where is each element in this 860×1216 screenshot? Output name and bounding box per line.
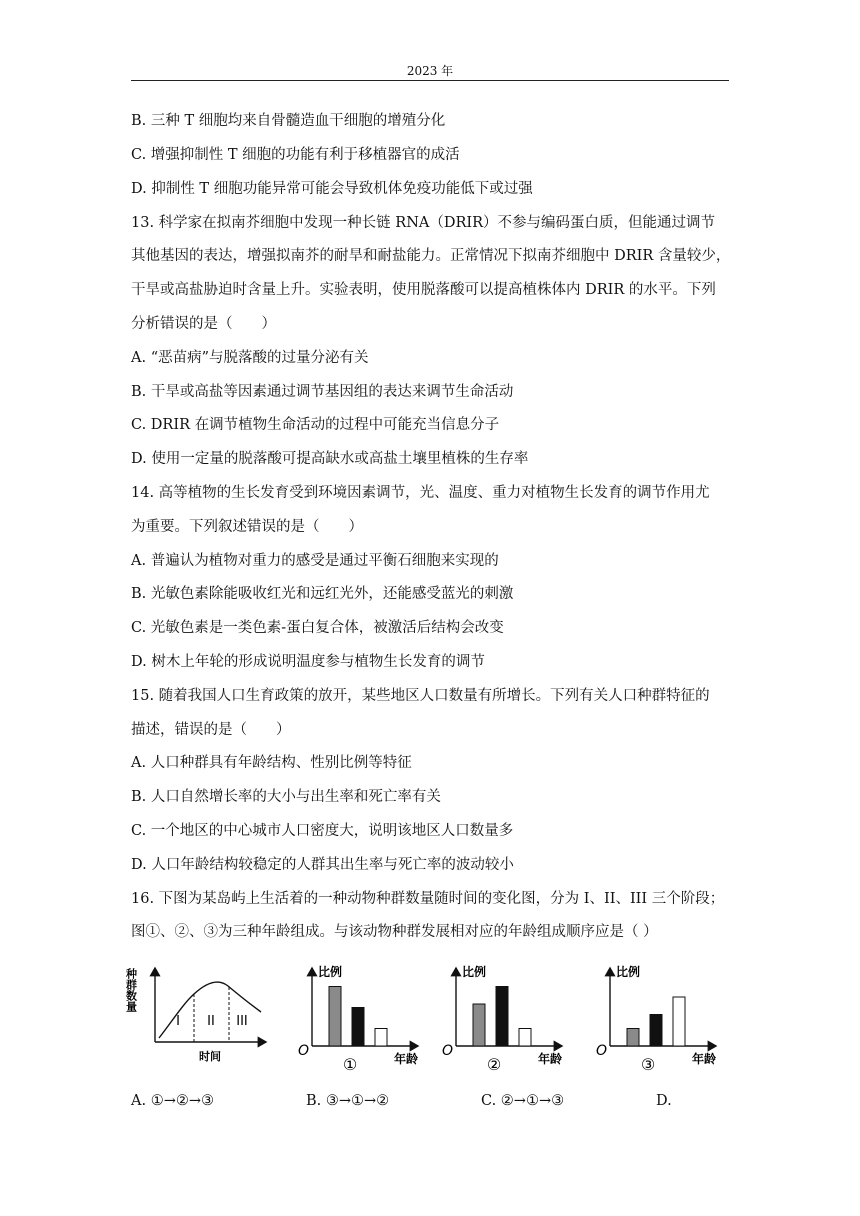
chart-number-label: ③: [640, 1055, 656, 1074]
age-structure-chart-3: [592, 960, 722, 1075]
text-line: C. 增强抑制性 T 细胞的功能有利于移植器官的成活: [131, 147, 460, 163]
text-line: D. 抑制性 T 细胞功能异常可能会导致机体免疫功能低下或过强: [131, 181, 533, 197]
bar-y-label: 比例: [318, 965, 343, 979]
option-line: B. 光敏色素除能吸收红光和远红光外，还能感受蓝光的刺激: [131, 586, 514, 602]
origin-label: O: [442, 1043, 454, 1059]
population-curve: [159, 982, 261, 1038]
option-line: D. 树木上年轮的形成说明温度参与植物生长发育的调节: [131, 654, 485, 670]
question-13-stem: 13. 科学家在拟南芥细胞中发现一种长链 RNA（DRIR）不参与编码蛋白质，但能通过调节: [131, 215, 716, 231]
option-line: A. 普遍认为植物对重力的感受是通过平衡石细胞来实现的: [131, 553, 499, 569]
age-bar-3: [519, 1029, 531, 1047]
question-15-stem: 15. 随着我国人口生育政策的放开，某些地区人口数量有所增长。下列有关人口种群特征的: [131, 688, 710, 704]
origin-label: O: [596, 1043, 608, 1059]
age-structure-chart-2: [438, 960, 568, 1075]
age-bar-3: [673, 997, 685, 1046]
option-line: D. 人口年龄结构较稳定的人群其出生率与死亡率的波动较小: [131, 857, 514, 873]
option-line: D. 使用一定量的脱落酸可提高缺水或高盐土壤里植株的生存率: [131, 451, 529, 467]
age-bar-2: [496, 987, 508, 1047]
option-line: C. 一个地区的中心城市人口密度大，说明该地区人口数量多: [131, 823, 514, 839]
age-bar-1: [473, 1004, 485, 1046]
text-line: B. 三种 T 细胞均来自骨髓造血干细胞的增殖分化: [131, 113, 446, 129]
age-bar-1: [329, 987, 341, 1047]
stage-label-2: II: [207, 1014, 215, 1029]
question-16-stem: 16. 下图为某岛屿上生活着的一种动物种群数量随时间的变化图，分为 I、II、III 三个阶段；: [131, 891, 725, 907]
origin-label: O: [298, 1043, 310, 1059]
text-line: 分析错误的是（ ）: [131, 316, 276, 332]
text-line: 为重要。下列叙述错误的是（ ）: [131, 519, 363, 535]
option-c: C. ②→①→③: [481, 1093, 565, 1109]
option-d: D.: [656, 1093, 672, 1109]
age-bar-3: [375, 1029, 387, 1047]
age-structure-chart-1: [294, 960, 424, 1075]
question-14-stem: 14. 高等植物的生长发育受到环境因素调节，光、温度、重力对植物生长发育的调节作用尤: [131, 485, 710, 501]
text-line: 图①、②、③为三种年龄组成。与该动物种群发展相对应的年龄组成顺序应是（ ）: [131, 924, 658, 940]
header-rule: [131, 80, 729, 81]
bar-y-label: 比例: [462, 965, 487, 979]
age-bar-1: [627, 1029, 639, 1047]
text-line: 描述，错误的是（ ）: [131, 722, 291, 738]
chart-number-label: ①: [342, 1055, 358, 1074]
option-line: B. 干旱或高盐等因素通过调节基因组的表达来调节生命活动: [131, 384, 514, 400]
bar-x-label: 年龄: [692, 1052, 717, 1066]
option-line: A. “恶苗病”与脱落酸的过量分泌有关: [131, 350, 369, 366]
age-bar-2: [650, 1015, 662, 1047]
option-line: C. 光敏色素是一类色素-蛋白复合体，被激活后结构会改变: [131, 620, 504, 636]
population-curve-figure: [124, 962, 273, 1064]
option-line: B. 人口自然增长率的大小与出生率和死亡率有关: [131, 789, 441, 805]
bar-x-label: 年龄: [538, 1052, 563, 1066]
option-line: A. 人口种群具有年龄结构、性别比例等特征: [131, 755, 412, 771]
curve-x-label: 时间: [199, 1050, 221, 1063]
page-header-year: 2023 年: [406, 64, 454, 78]
stage-label-1: I: [176, 1014, 180, 1029]
curve-y-label: 种群数量: [124, 968, 138, 1012]
bar-y-label: 比例: [616, 965, 641, 979]
option-line: C. DRIR 在调节植物生命活动的过程中可能充当信息分子: [131, 417, 500, 433]
text-line: 干旱或高盐胁迫时含量上升。实验表明，使用脱落酸可以提高植株体内 DRIR 的水平。下列: [131, 282, 716, 298]
chart-number-label: ②: [486, 1055, 502, 1074]
bar-x-label: 年龄: [394, 1052, 419, 1066]
option-a: A. ①→②→③: [131, 1093, 214, 1109]
option-b: B. ③→①→②: [306, 1093, 390, 1109]
text-line: 其他基因的表达，增强拟南芥的耐旱和耐盐能力。正常情况下拟南芥细胞中 DRIR 含量较少，: [131, 248, 731, 264]
age-bar-2: [352, 1008, 364, 1047]
stage-label-3: III: [236, 1014, 248, 1029]
